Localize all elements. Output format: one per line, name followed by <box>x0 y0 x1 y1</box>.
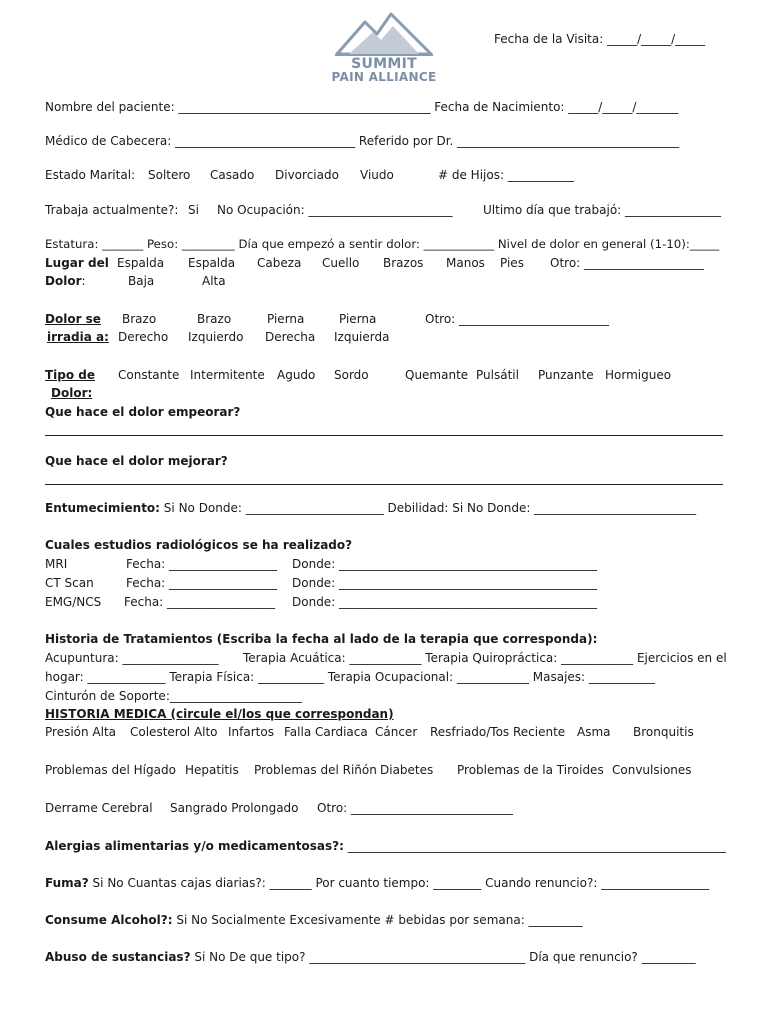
radiates-label-2: irradia a: <box>47 330 109 344</box>
improves-answer-line[interactable] <box>45 484 723 485</box>
pain-type-label-2: Dolor: <box>51 386 93 400</box>
pain-type-option[interactable]: Pulsátil <box>476 368 519 382</box>
height-weight-pain-line[interactable]: Estatura: _______ Peso: _________ Día que empezó a sentir dolor: ____________ Nivel de dolor en general (1-10):_____ <box>45 237 720 251</box>
imaging-place-field[interactable]: Donde: ___________________________________________ <box>292 557 598 571</box>
last-workday-field[interactable]: Ultimo día que trabajó: ________________ <box>483 203 722 217</box>
radiates-option[interactable]: Izquierda <box>334 330 390 344</box>
marital-option[interactable]: Casado <box>210 168 255 182</box>
history-option[interactable]: Resfriado/Tos Reciente <box>430 725 566 739</box>
history-option[interactable]: Asma <box>577 725 611 739</box>
history-other-field[interactable]: Otro: ___________________________ <box>317 801 514 815</box>
treatment-line-1[interactable]: Terapia Acuática: ____________ Terapia Quiropráctica: ____________ Ejercicios en el <box>243 651 727 665</box>
imaging-name: CT Scan <box>45 576 94 590</box>
history-option[interactable]: Sangrado Prolongado <box>170 801 299 815</box>
working-label: Trabaja actualmente?: <box>45 203 179 217</box>
pain-type-option[interactable]: Agudo <box>277 368 316 382</box>
history-option[interactable]: Presión Alta <box>45 725 117 739</box>
history-option[interactable]: Problemas del Riñón <box>254 763 377 777</box>
smoking-line[interactable]: Fuma? Si No Cuantas cajas diarias?: _______ Por cuanto tiempo: ________ Cuando renuncio?: __________________ <box>45 876 710 890</box>
logo-text-pain-alliance: PAIN ALLIANCE <box>331 70 437 84</box>
working-yes-option[interactable]: Si <box>188 203 199 217</box>
imaging-name: EMG/NCS <box>45 595 102 609</box>
pain-type-option[interactable]: Punzante <box>538 368 594 382</box>
radiates-option[interactable]: Brazo <box>122 312 157 326</box>
history-option[interactable]: Problemas de la Tiroides <box>457 763 604 777</box>
imaging-date-field[interactable]: Fecha: __________________ <box>124 595 276 609</box>
history-option[interactable]: Diabetes <box>380 763 434 777</box>
history-option[interactable]: Hepatitis <box>185 763 239 777</box>
improves-question: Que hace el dolor mejorar? <box>45 454 228 468</box>
history-option[interactable]: Colesterol Alto <box>130 725 218 739</box>
pain-type-option[interactable]: Intermitente <box>190 368 265 382</box>
occupation-field[interactable]: No Ocupación: ________________________ <box>217 203 453 217</box>
radiates-option[interactable]: Derecha <box>265 330 316 344</box>
pain-type-option[interactable]: Constante <box>118 368 180 382</box>
patient-name-dob-line[interactable]: Nombre del paciente: __________________________________________ Fecha de Nacimiento: _____/_____/_______ <box>45 100 679 114</box>
substance-abuse-line[interactable]: Abuso de sustancias? Si No De que tipo? ____________________________________ Día que renuncio? _________ <box>45 950 696 964</box>
history-option[interactable]: Infartos <box>228 725 274 739</box>
radiates-label: Dolor se <box>45 312 101 326</box>
pain-location-option[interactable]: Baja <box>128 274 155 288</box>
imaging-name: MRI <box>45 557 68 571</box>
pain-location-option[interactable]: Pies <box>500 256 524 270</box>
pain-location-option[interactable]: Espalda <box>188 256 236 270</box>
marital-option[interactable]: Divorciado <box>275 168 339 182</box>
radiates-option[interactable]: Izquierdo <box>188 330 244 344</box>
pain-location-option[interactable]: Manos <box>446 256 485 270</box>
radiates-option[interactable]: Pierna <box>339 312 377 326</box>
treatment-history-title: Historia de Tratamientos (Escriba la fecha al lado de la terapia que corresponda): <box>45 632 598 646</box>
worsens-question: Que hace el dolor empeorar? <box>45 405 241 419</box>
pain-location-option[interactable]: Cabeza <box>257 256 302 270</box>
imaging-date-field[interactable]: Fecha: __________________ <box>126 557 278 571</box>
imaging-place-field[interactable]: Donde: ___________________________________________ <box>292 576 598 590</box>
treatment-line-2[interactable]: hogar: _____________ Terapia Física: ___________ Terapia Ocupacional: ____________ Masajes: ___________ <box>45 670 655 684</box>
history-option[interactable]: Bronquitis <box>633 725 694 739</box>
marital-option[interactable]: Soltero <box>148 168 191 182</box>
doctor-referral-line[interactable]: Médico de Cabecera: ______________________________ Referido por Dr. _____________________________________ <box>45 134 680 148</box>
pain-location-label: Lugar del <box>45 256 109 270</box>
numbness-weakness-line[interactable]: Entumecimiento: Si No Donde: _______________________ Debilidad: Si No Donde: ___________________________ <box>45 501 697 515</box>
pain-type-label: Tipo de <box>45 368 96 382</box>
pain-location-option[interactable]: Cuello <box>322 256 360 270</box>
medical-history-title: HISTORIA MEDICA (circule el/los que correspondan) <box>45 707 394 721</box>
pain-location-other-field[interactable]: Otro: ____________________ <box>550 256 705 270</box>
imaging-date-field[interactable]: Fecha: __________________ <box>126 576 278 590</box>
pain-location-option[interactable]: Brazos <box>383 256 424 270</box>
history-option[interactable]: Derrame Cerebral <box>45 801 153 815</box>
visit-date-field[interactable]: Fecha de la Visita: _____/_____/_____ <box>494 32 706 46</box>
worsens-answer-line[interactable] <box>45 435 723 436</box>
pain-location-option[interactable]: Espalda <box>117 256 165 270</box>
logo-text-summit: SUMMIT <box>351 56 417 72</box>
pain-type-option[interactable]: Hormigueo <box>605 368 672 382</box>
imaging-place-field[interactable]: Donde: ___________________________________________ <box>292 595 598 609</box>
pain-type-option[interactable]: Sordo <box>334 368 369 382</box>
pain-location-label-2: Dolor: <box>45 274 86 288</box>
radiates-other-field[interactable]: Otro: _________________________ <box>425 312 610 326</box>
radiates-option[interactable]: Pierna <box>267 312 305 326</box>
history-option[interactable]: Falla Cardiaca <box>284 725 368 739</box>
history-option[interactable]: Convulsiones <box>612 763 692 777</box>
allergies-line[interactable]: Alergias alimentarias y/o medicamentosas?: _______________________________________________________________ <box>45 839 726 853</box>
imaging-studies-title: Cuales estudios radiológicos se ha realizado? <box>45 538 353 552</box>
marital-status-label: Estado Marital: <box>45 168 136 182</box>
support-belt-field[interactable]: Cinturón de Soporte:______________________ <box>45 689 302 703</box>
radiates-option[interactable]: Brazo <box>197 312 232 326</box>
pain-location-option[interactable]: Alta <box>202 274 226 288</box>
radiates-option[interactable]: Derecho <box>118 330 169 344</box>
treatment-acupuncture-field[interactable]: Acupuntura: ________________ <box>45 651 219 665</box>
pain-type-option[interactable]: Quemante <box>405 368 469 382</box>
history-option[interactable]: Problemas del Hígado <box>45 763 176 777</box>
children-count-field[interactable]: # de Hijos: ___________ <box>438 168 574 182</box>
history-option[interactable]: Cáncer <box>375 725 418 739</box>
alcohol-line[interactable]: Consume Alcohol?: Si No Socialmente Excesivamente # bebidas por semana: _________ <box>45 913 583 927</box>
marital-option[interactable]: Viudo <box>360 168 394 182</box>
